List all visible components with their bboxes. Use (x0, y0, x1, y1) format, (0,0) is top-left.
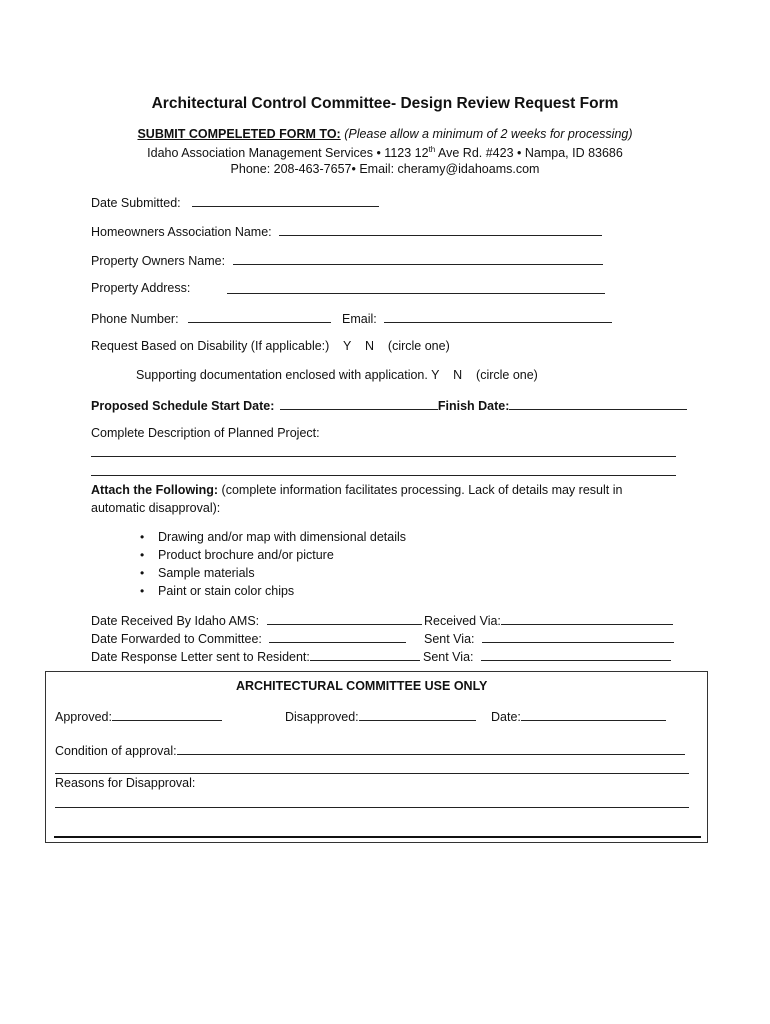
disability-line: Request Based on Disability (If applicable:) Y N (circle one) (91, 339, 450, 353)
condition-line[interactable] (177, 742, 685, 755)
email-field[interactable] (342, 310, 612, 326)
form-title: Architectural Control Committee- Design Review Request Form (151, 95, 619, 112)
description-line-1[interactable] (91, 456, 676, 457)
response-line[interactable] (310, 648, 420, 661)
response-label: Date Response Letter sent to Resident: (91, 650, 310, 664)
submit-line (0, 127, 770, 141)
list-item (140, 564, 406, 582)
forwarded-line[interactable] (269, 630, 406, 643)
attach-label: Attach the Following: (91, 483, 219, 497)
date-submitted-label: Date Submitted: (91, 196, 181, 210)
received-field[interactable] (91, 612, 422, 628)
description-line-2[interactable] (91, 475, 676, 476)
received-via-line[interactable] (501, 612, 673, 625)
attach-line-1 (91, 483, 622, 497)
bullet-icon: • (140, 530, 145, 544)
supporting-docs-line: Supporting documentation enclosed with application. Y N (circle one) (136, 368, 538, 382)
list-item-text: Product brochure and/or picture (158, 548, 334, 562)
forwarded-field[interactable] (91, 630, 406, 646)
phone-line[interactable] (188, 310, 331, 323)
property-address-line-wrap (227, 281, 605, 297)
response-via-label: Sent Via: (423, 650, 474, 664)
disapproved-label: Disapproved: (285, 710, 359, 724)
attach-text-a: (complete information facilitates processing. Lack of details may result in (218, 483, 623, 497)
list-item (140, 528, 406, 546)
start-date-label: Proposed Schedule Start Date: (91, 399, 275, 413)
email-label: Email: (342, 312, 377, 326)
address-superscript: th (428, 145, 436, 154)
hoa-name-line[interactable] (279, 223, 602, 236)
forwarded-via-label: Sent Via: (424, 632, 475, 646)
attach-list (140, 528, 406, 600)
date-submitted-line[interactable] (192, 194, 379, 207)
forwarded-via-line[interactable] (482, 630, 674, 643)
hoa-name-label: Homeowners Association Name: (91, 225, 272, 239)
disapproved-line[interactable] (359, 708, 476, 721)
description-label: Complete Description of Planned Project: (91, 426, 320, 440)
committee-date-line[interactable] (521, 708, 666, 721)
condition-line-2[interactable] (55, 773, 689, 774)
approved-line[interactable] (112, 708, 222, 721)
response-via-field[interactable] (423, 648, 671, 664)
owner-name-label: Property Owners Name: (91, 254, 226, 268)
finish-date-label: Finish Date: (437, 399, 510, 413)
approved-label: Approved: (55, 710, 112, 724)
reasons-line-1[interactable] (55, 807, 689, 808)
committee-date-label: Date: (491, 710, 521, 724)
bullet-icon: • (140, 566, 145, 580)
reasons-label: Reasons for Disapproval: (55, 776, 196, 790)
phone-label: Phone Number: (91, 312, 179, 326)
owner-name-field[interactable] (91, 252, 603, 268)
date-submitted-field[interactable] (91, 194, 379, 210)
condition-label: Condition of approval: (55, 744, 177, 758)
list-item-text: Paint or stain color chips (158, 584, 295, 598)
property-address-field[interactable] (91, 281, 190, 295)
response-field[interactable] (91, 648, 420, 664)
list-item-text: Sample materials (158, 566, 255, 580)
bullet-icon: • (140, 548, 145, 562)
received-via-label: Received Via: (424, 614, 501, 628)
bullet-icon: • (140, 584, 145, 598)
condition-field[interactable] (55, 742, 685, 758)
committee-date-field[interactable] (491, 708, 666, 724)
finish-date-line[interactable] (509, 397, 687, 410)
property-address-line[interactable] (227, 281, 605, 294)
forwarded-via-field[interactable] (424, 630, 674, 646)
property-address-label: Property Address: (91, 281, 191, 295)
submit-note: (Please allow a minimum of 2 weeks for processing) (344, 127, 633, 141)
forwarded-label: Date Forwarded to Committee: (91, 632, 262, 646)
list-item-text: Drawing and/or map with dimensional details (158, 530, 407, 544)
attach-line-2: automatic disapproval): (91, 501, 221, 515)
received-line[interactable] (267, 612, 422, 625)
committee-heading: ARCHITECTURAL COMMITTEE USE ONLY (236, 679, 488, 693)
reasons-line-2[interactable] (54, 836, 701, 838)
contact-line: Phone: 208-463-7657• Email: cheramy@idahoams.com (230, 162, 540, 176)
disapproved-field[interactable] (285, 708, 476, 724)
email-line[interactable] (384, 310, 612, 323)
address-part-b: Ave Rd. #423 • Nampa, ID 83686 (435, 146, 623, 161)
start-date-line[interactable] (280, 397, 438, 410)
submit-label: SUBMIT COMPELETED FORM TO: (137, 127, 341, 141)
approved-field[interactable] (55, 708, 222, 724)
address-part-a: Idaho Association Management Services • 1123 12 (147, 146, 429, 161)
response-via-line[interactable] (481, 648, 671, 661)
owner-name-line[interactable] (233, 252, 603, 265)
list-item (140, 582, 406, 600)
hoa-name-field[interactable] (91, 223, 602, 239)
schedule-field[interactable] (91, 397, 687, 413)
received-via-field[interactable] (424, 612, 673, 628)
address-line (0, 145, 770, 160)
list-item (140, 546, 406, 564)
received-label: Date Received By Idaho AMS: (91, 614, 260, 628)
phone-field[interactable] (91, 310, 331, 326)
